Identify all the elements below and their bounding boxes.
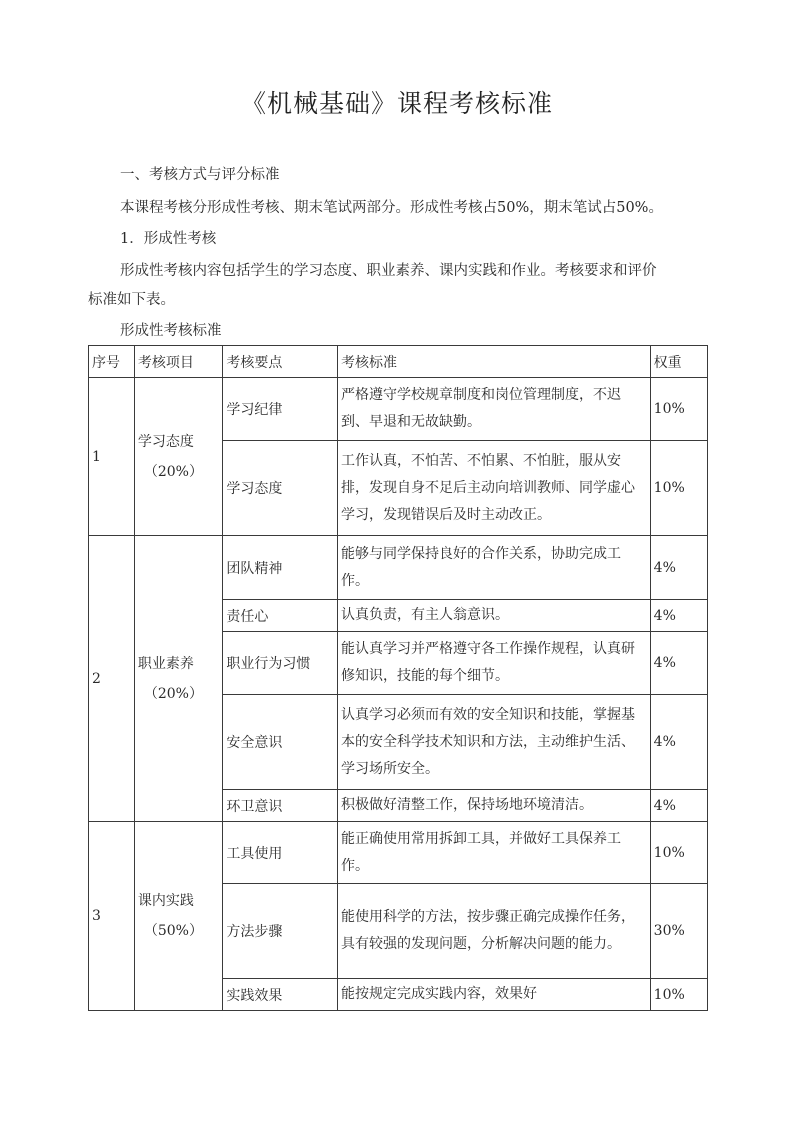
cell-no: 2 (89, 536, 135, 822)
paragraph-formative-line1: 形成性考核内容包括学生的学习态度、职业素养、课内实践和作业。考核要求和评价 (120, 263, 657, 279)
item-percent: （50%） (143, 923, 203, 939)
item-percent: （20%） (143, 463, 203, 480)
cell-no: 1 (89, 378, 135, 536)
cell-point: 方法步骤 (223, 884, 338, 979)
document-title: 《机械基础》课程考核标准 (240, 89, 553, 118)
section-heading-assessment-methods: 一、考核方式与评分标准 (120, 167, 280, 183)
cell-weight: 10% (650, 979, 707, 1011)
item-label: 学习态度 (137, 433, 194, 450)
cell-point: 安全意识 (223, 695, 338, 790)
cell-item (134, 822, 223, 1011)
cell-item (134, 378, 223, 536)
cell-standard: 工作认真，不怕苦、不怕累、不怕脏，服从安排，发现自身不足后主动向培训教师、同学虚心学习，发现错误后及时主动改正。 (338, 441, 651, 536)
cell-point: 实践效果 (223, 979, 338, 1011)
cell-weight: 4% (650, 790, 707, 822)
paragraph-formative-line2: 标准如下表。 (88, 292, 175, 308)
table-caption: 形成性考核标准 (120, 323, 222, 339)
cell-point: 工具使用 (223, 822, 338, 884)
header-point: 考核要点 (223, 346, 338, 378)
cell-item (134, 536, 223, 822)
cell-weight: 10% (650, 822, 707, 884)
cell-point: 团队精神 (223, 536, 338, 600)
table-row (89, 378, 708, 441)
table-header-row (89, 346, 708, 378)
cell-weight: 10% (650, 441, 707, 536)
cell-point: 学习纪律 (223, 378, 338, 441)
cell-standard: 能认真学习并严格遵守各工作操作规程，认真研修知识，技能的每个细节。 (338, 632, 651, 695)
cell-point: 学习态度 (223, 441, 338, 536)
item-percent: （20%） (143, 685, 203, 702)
paragraph-assessment-split: 本课程考核分形成性考核、期末笔试两部分。形成性考核占50%，期末笔试占50%。 (120, 200, 663, 216)
formative-assessment-table (88, 345, 708, 1011)
header-item: 考核项目 (134, 346, 223, 378)
section-heading-formative: 1．形成性考核 (120, 231, 217, 247)
table-row (89, 536, 708, 600)
cell-weight: 30% (650, 884, 707, 979)
header-weight: 权重 (650, 346, 707, 378)
cell-weight: 4% (650, 600, 707, 632)
cell-standard: 能够与同学保持良好的合作关系，协助完成工作。 (338, 536, 651, 600)
header-standard: 考核标准 (338, 346, 651, 378)
cell-point: 责任心 (223, 600, 338, 632)
cell-standard: 能按规定完成实践内容，效果好 (338, 979, 651, 1011)
cell-standard: 能使用科学的方法，按步骤正确完成操作任务，具有较强的发现问题，分析解决问题的能力。 (338, 884, 651, 979)
cell-weight: 4% (650, 695, 707, 790)
table-row (89, 822, 708, 884)
cell-standard: 认真负责，有主人翁意识。 (338, 600, 651, 632)
cell-weight: 10% (650, 378, 707, 441)
cell-standard: 严格遵守学校规章制度和岗位管理制度，不迟到、早退和无故缺勤。 (338, 378, 651, 441)
cell-standard: 能正确使用常用拆卸工具，并做好工具保养工作。 (338, 822, 651, 884)
header-no: 序号 (89, 346, 135, 378)
cell-weight: 4% (650, 536, 707, 600)
cell-standard: 积极做好清整工作，保持场地环境清洁。 (338, 790, 651, 822)
cell-standard: 认真学习必须而有效的安全知识和技能，掌握基本的安全科学技术知识和方法，主动维护生活、学习场所安全。 (338, 695, 651, 790)
item-label: 职业素养 (137, 655, 194, 672)
cell-no: 3 (89, 822, 135, 1011)
item-label: 课内实践 (137, 893, 194, 909)
cell-point: 环卫意识 (223, 790, 338, 822)
cell-weight: 4% (650, 632, 707, 695)
cell-point: 职业行为习惯 (223, 632, 338, 695)
